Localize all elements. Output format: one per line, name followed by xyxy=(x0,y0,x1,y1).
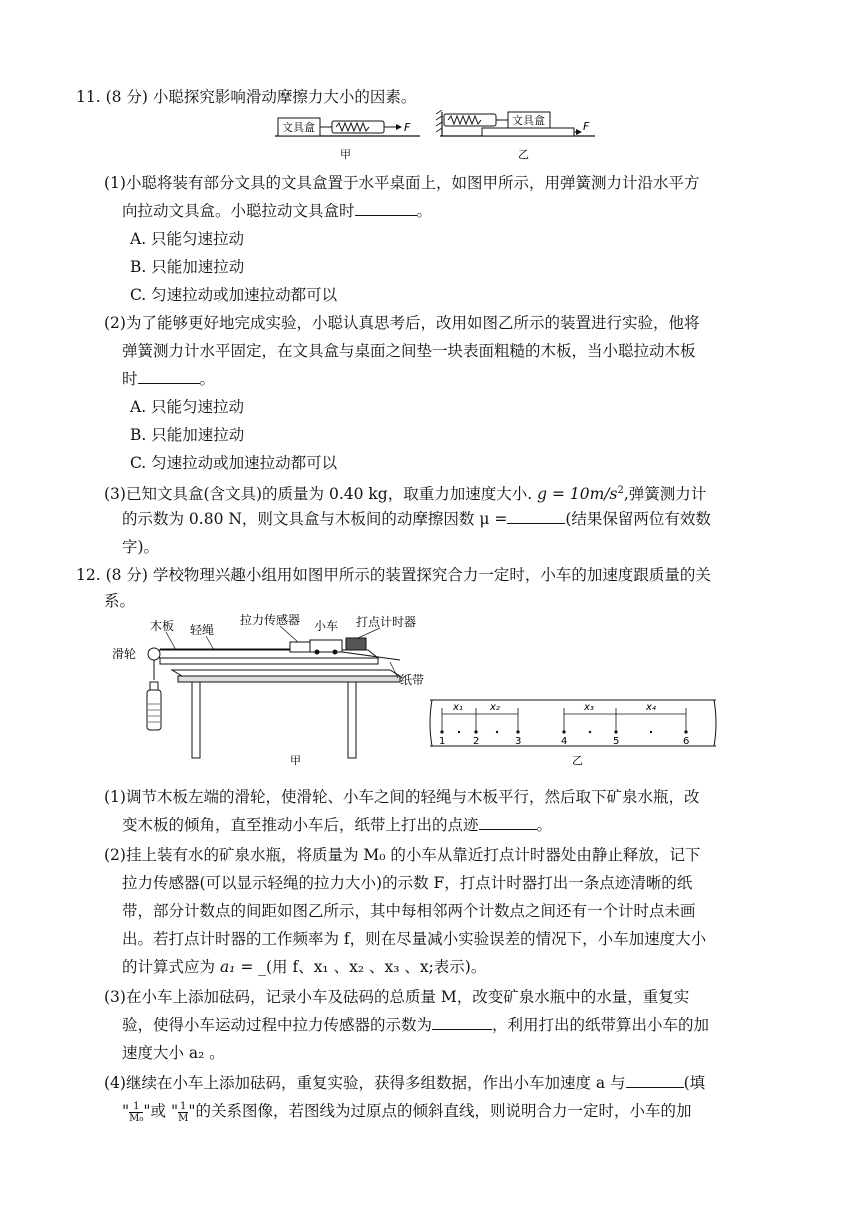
fraction-1-over-m: $\frac{1}{M}$ xyxy=(178,1100,189,1124)
q11-p1-blank[interactable] xyxy=(355,201,417,216)
q11-p1-line1: (1)小聪将装有部分文具的文具盒置于水平桌面上，如图甲所示，用弹簧测力计沿水平方 xyxy=(104,174,700,192)
q12-p1-blank[interactable] xyxy=(479,815,537,830)
label-pulley: 滑轮 xyxy=(112,647,137,661)
q11-p2-line2: 弹簧测力计水平固定，在文具盒与桌面之间垫一块表面粗糙的木板，当小聪拉动木板 xyxy=(122,342,696,360)
yi-force-label: F xyxy=(583,120,590,133)
q12-p3-blank[interactable] xyxy=(432,1015,492,1030)
q11-figure xyxy=(270,110,600,166)
label-car: 小车 xyxy=(314,619,339,633)
q11-p2-blank[interactable] xyxy=(138,369,200,384)
q12-p4-blank[interactable] xyxy=(626,1073,684,1088)
q12-p1-line2: 变木板的倾角，直至推动小车后，纸带上打出的点迹 。 xyxy=(122,816,553,834)
q11-title: 11. (8 分) 小聪探究影响滑动摩擦力大小的因素。 xyxy=(76,88,417,106)
gravity-formula: g = 10m/s xyxy=(537,485,618,504)
q11-p2-option-c: C. 匀速拉动或加速拉动都可以 xyxy=(130,454,338,472)
timer-icon xyxy=(346,638,366,650)
tape-x3: x₃ xyxy=(584,702,594,713)
q11-p2-line1: (2)为了能够更好地完成实验，小聪认真思考后，改用如图乙所示的装置进行实验，他将 xyxy=(104,314,700,332)
q12-p4-line2: " $\frac{1}{\text{M₀}}$ "或 " $\frac{1}{M}$ "的关系图像，若图线为过原点的倾斜直线，则说明合力一定时，小车的加 xyxy=(122,1100,692,1124)
q11-p2-option-b: B. 只能加速拉动 xyxy=(130,426,245,444)
q11-p2-option-a: A. 只能匀速拉动 xyxy=(130,398,245,416)
q11-p3-line1: (3)已知文具盒(含文具)的质量为 0.40 kg，取重力加速度大小. $g = 10m/s^2$,弹簧测力计 xyxy=(104,485,707,504)
fraction-1-over-m0: $\frac{1}{\text{M₀}}$ xyxy=(129,1100,144,1124)
q12-p2-line3: 带，部分计数点的间距如图乙所示，其中每相邻两个计数点之间还有一个计时点未画 xyxy=(122,902,696,920)
jia-label: 甲 xyxy=(340,148,351,161)
car-icon xyxy=(310,640,342,652)
jia-box-label: 文具盒 xyxy=(282,121,315,134)
label-tape: 纸带 xyxy=(400,673,425,687)
q12-title-line1: 12. (8 分) 学校物理兴趣小组用如图甲所示的装置探究合力一定时，小车的加速度跟质量的关 xyxy=(76,566,711,584)
q12-p2-line5: 的计算式应为 a₁ = _(用 f、x₁ 、x₂ 、x₃ 、x;表示)。 xyxy=(122,958,487,976)
yi-board xyxy=(482,128,574,136)
label-sensor: 拉力传感器 xyxy=(240,613,301,627)
tape-x2: x₂ xyxy=(490,702,500,713)
yi-label: 乙 xyxy=(518,148,529,161)
q11-p2-line3: 时 。 xyxy=(122,370,216,388)
label-jia-fig: 甲 xyxy=(290,754,301,767)
q11-p1-option-a: A. 只能匀速拉动 xyxy=(130,230,245,248)
tape-point-4: 4 xyxy=(561,736,568,747)
jia-force-label: F xyxy=(404,121,411,134)
yi-box-label: 文具盒 xyxy=(512,114,545,127)
q12-p3-line1: (3)在小车上添加砝码，记录小车及砝码的总质量 M，改变矿泉水瓶中的水量，重复实 xyxy=(104,988,690,1006)
q11-p1-option-c: C. 匀速拉动或加速拉动都可以 xyxy=(130,286,338,304)
q12-p4-line1: (4)继续在小车上添加砝码，重复实验，获得多组数据，作出小车加速度 a 与 (填 xyxy=(104,1074,706,1092)
pulley-icon xyxy=(148,648,160,660)
tape-x1: x₁ xyxy=(453,702,463,713)
acceleration-formula: a₁ = xyxy=(219,958,259,976)
q12-p1-line1: (1)调节木板左端的滑轮，使滑轮、小车之间的轻绳与木板平行，然后取下矿泉水瓶，改 xyxy=(104,788,700,806)
q11-p3-line3: 字)。 xyxy=(122,538,160,556)
q12-p3-line3: 速度大小 a₂ 。 xyxy=(122,1044,225,1062)
sensor-icon xyxy=(290,642,310,652)
label-yi-fig: 乙 xyxy=(572,754,583,767)
q12-title-line2: 系。 xyxy=(104,592,136,610)
tape-x4: x₄ xyxy=(646,702,656,713)
tape-point-2: 2 xyxy=(473,736,480,747)
label-timer: 打点计时器 xyxy=(356,615,417,629)
q12-p3-line2: 验，使得小车运动过程中拉力传感器的示数为 ，利用打出的纸带算出小车的加 xyxy=(122,1016,710,1034)
q12-p2-line2: 拉力传感器(可以显示轻绳的拉力大小)的示数 F，打点计时器打出一条点迹清晰的纸 xyxy=(122,874,693,892)
label-qingsheng: 轻绳 xyxy=(190,623,215,637)
tape-point-3: 3 xyxy=(515,736,522,747)
q12-figure-jia xyxy=(110,612,430,772)
label-muban: 木板 xyxy=(150,619,175,633)
q12-p2-line4: 出。若打点计时器的工作频率为 f，则在尽量减小实验误差的情况下，小车加速度大小 xyxy=(122,930,707,948)
tape-point-5: 5 xyxy=(613,736,620,747)
tape-point-1: 1 xyxy=(439,736,446,747)
q12-p2-line1: (2)挂上装有水的矿泉水瓶，将质量为 M₀ 的小车从靠近打点计时器处由静止释放，记下 xyxy=(104,846,701,864)
tape-point-6: 6 xyxy=(683,736,690,747)
q12-figure-yi xyxy=(426,690,722,768)
q11-p3-blank[interactable] xyxy=(507,509,565,524)
q11-p1-line2: 向拉动文具盒。小聪拉动文具盒时 。 xyxy=(122,202,433,220)
q11-p3-line2: 的示数为 0.80 N，则文具盒与木板间的动摩擦因数 μ = (结果保留两位有效数 xyxy=(122,510,711,528)
q11-p1-option-b: B. 只能加速拉动 xyxy=(130,258,245,276)
